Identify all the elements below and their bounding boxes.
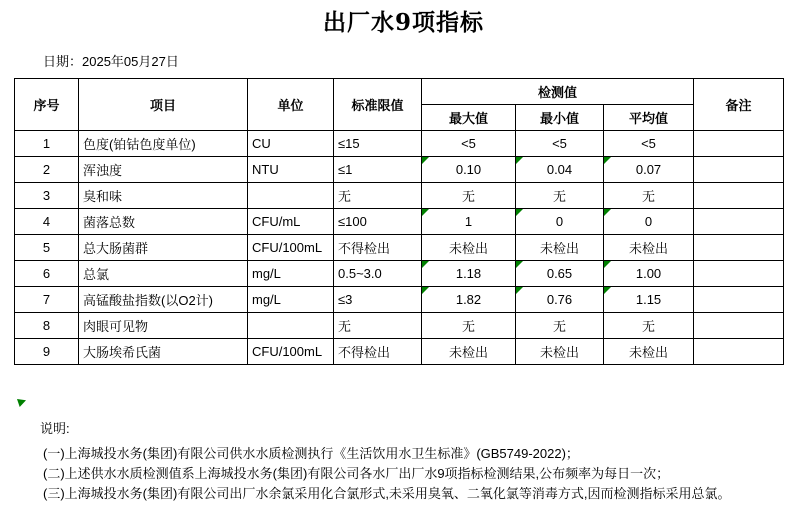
- table-header: [15, 79, 784, 131]
- table-row: [15, 183, 784, 209]
- row-index-cell: 8: [15, 313, 79, 339]
- row-min-cell: <5: [516, 131, 604, 157]
- row-limit-cell: 无: [334, 183, 422, 209]
- row-avg-cell: 未检出: [604, 235, 694, 261]
- row-min-cell: 0.65: [516, 261, 604, 287]
- row-limit-cell: ≤1: [334, 157, 422, 183]
- row-avg-cell: 未检出: [604, 339, 694, 365]
- row-item-cell: 菌落总数: [79, 209, 248, 235]
- header-col-unit: 单位: [248, 79, 334, 131]
- row-max-cell: 未检出: [422, 235, 516, 261]
- row-min-cell: 无: [516, 313, 604, 339]
- row-max-cell: 0.10: [422, 157, 516, 183]
- row-min-cell: 无: [516, 183, 604, 209]
- row-min-cell: 0.76: [516, 287, 604, 313]
- header-col-index: 序号: [15, 79, 79, 131]
- row-limit-cell: 无: [334, 313, 422, 339]
- table-row: [15, 261, 784, 287]
- row-item-cell: 肉眼可见物: [79, 313, 248, 339]
- header-col-min: 最小值: [516, 105, 604, 131]
- row-min-cell: 未检出: [516, 235, 604, 261]
- table-row: [15, 287, 784, 313]
- row-remark-cell: [694, 157, 784, 183]
- row-avg-cell: 无: [604, 183, 694, 209]
- row-remark-cell: [694, 235, 784, 261]
- row-index-cell: 6: [15, 261, 79, 287]
- row-min-cell: 未检出: [516, 339, 604, 365]
- row-index-cell: 4: [15, 209, 79, 235]
- row-remark-cell: [694, 313, 784, 339]
- row-remark-cell: [694, 131, 784, 157]
- row-max-cell: 1: [422, 209, 516, 235]
- date-label: 日期：2025年05月27日: [43, 54, 179, 69]
- header-col-avg: 平均值: [604, 105, 694, 131]
- row-index-cell: 9: [15, 339, 79, 365]
- row-avg-cell: 0: [604, 209, 694, 235]
- row-unit-cell: [248, 313, 334, 339]
- page-title: 出厂水9项指标: [322, 9, 484, 36]
- row-unit-cell: CFU/mL: [248, 209, 334, 235]
- header-col-item: 项目: [79, 79, 248, 131]
- notes-label: 说明:: [40, 421, 70, 436]
- row-remark-cell: [694, 183, 784, 209]
- row-item-cell: 总大肠菌群: [79, 235, 248, 261]
- row-item-cell: 高锰酸盐指数(以O2计): [79, 287, 248, 313]
- header-col-max: 最大值: [422, 105, 516, 131]
- header-row-top: [15, 79, 784, 105]
- table-row: [15, 209, 784, 235]
- row-unit-cell: CU: [248, 131, 334, 157]
- row-item-cell: 大肠埃希氏菌: [79, 339, 248, 365]
- row-index-cell: 2: [15, 157, 79, 183]
- row-remark-cell: [694, 339, 784, 365]
- row-avg-cell: 0.07: [604, 157, 694, 183]
- row-max-cell: <5: [422, 131, 516, 157]
- row-max-cell: 1.82: [422, 287, 516, 313]
- row-max-cell: 未检出: [422, 339, 516, 365]
- table-row: [15, 339, 784, 365]
- row-avg-cell: <5: [604, 131, 694, 157]
- row-remark-cell: [694, 209, 784, 235]
- header-col-limit: 标准限值: [334, 79, 422, 131]
- row-avg-cell: 无: [604, 313, 694, 339]
- row-item-cell: 总氯: [79, 261, 248, 287]
- row-unit-cell: mg/L: [248, 261, 334, 287]
- row-item-cell: 臭和味: [79, 183, 248, 209]
- row-limit-cell: ≤100: [334, 209, 422, 235]
- note-line: (一)上海城投水务(集团)有限公司供水水质检测执行《生活饮用水卫生标准》(GB5749-2022)；: [43, 446, 579, 461]
- row-avg-cell: 1.15: [604, 287, 694, 313]
- table-body: [15, 131, 784, 365]
- row-avg-cell: 1.00: [604, 261, 694, 287]
- row-max-cell: 无: [422, 313, 516, 339]
- table-row: [15, 313, 784, 339]
- note-line: (二)上述供水水质检测值系上海城投水务(集团)有限公司各水厂出厂水9项指标检测结果,公布频率为每日一次；: [43, 466, 670, 481]
- row-limit-cell: ≤15: [334, 131, 422, 157]
- row-min-cell: 0: [516, 209, 604, 235]
- indicators-table: [14, 78, 784, 365]
- row-max-cell: 1.18: [422, 261, 516, 287]
- row-unit-cell: [248, 183, 334, 209]
- green-flag-icon: [17, 399, 26, 407]
- table-row: [15, 235, 784, 261]
- row-item-cell: 色度(铂钴色度单位): [79, 131, 248, 157]
- note-line: (三)上海城投水务(集团)有限公司出厂水余氯采用化合氯形式,未采用臭氧、二氧化氯等消毒方式,因而检测指标采用总氯。: [43, 486, 731, 501]
- row-unit-cell: mg/L: [248, 287, 334, 313]
- row-remark-cell: [694, 287, 784, 313]
- table-row: [15, 157, 784, 183]
- notes-section: [43, 444, 731, 504]
- header-col-remark: 备注: [694, 79, 784, 131]
- row-unit-cell: CFU/100mL: [248, 235, 334, 261]
- row-remark-cell: [694, 261, 784, 287]
- row-limit-cell: 0.5~3.0: [334, 261, 422, 287]
- row-index-cell: 3: [15, 183, 79, 209]
- row-index-cell: 7: [15, 287, 79, 313]
- row-limit-cell: ≤3: [334, 287, 422, 313]
- row-unit-cell: NTU: [248, 157, 334, 183]
- row-limit-cell: 不得检出: [334, 339, 422, 365]
- row-min-cell: 0.04: [516, 157, 604, 183]
- row-index-cell: 5: [15, 235, 79, 261]
- row-limit-cell: 不得检出: [334, 235, 422, 261]
- row-index-cell: 1: [15, 131, 79, 157]
- table-row: [15, 131, 784, 157]
- row-unit-cell: CFU/100mL: [248, 339, 334, 365]
- row-item-cell: 浑浊度: [79, 157, 248, 183]
- row-max-cell: 无: [422, 183, 516, 209]
- header-col-detection: 检测值: [422, 79, 694, 105]
